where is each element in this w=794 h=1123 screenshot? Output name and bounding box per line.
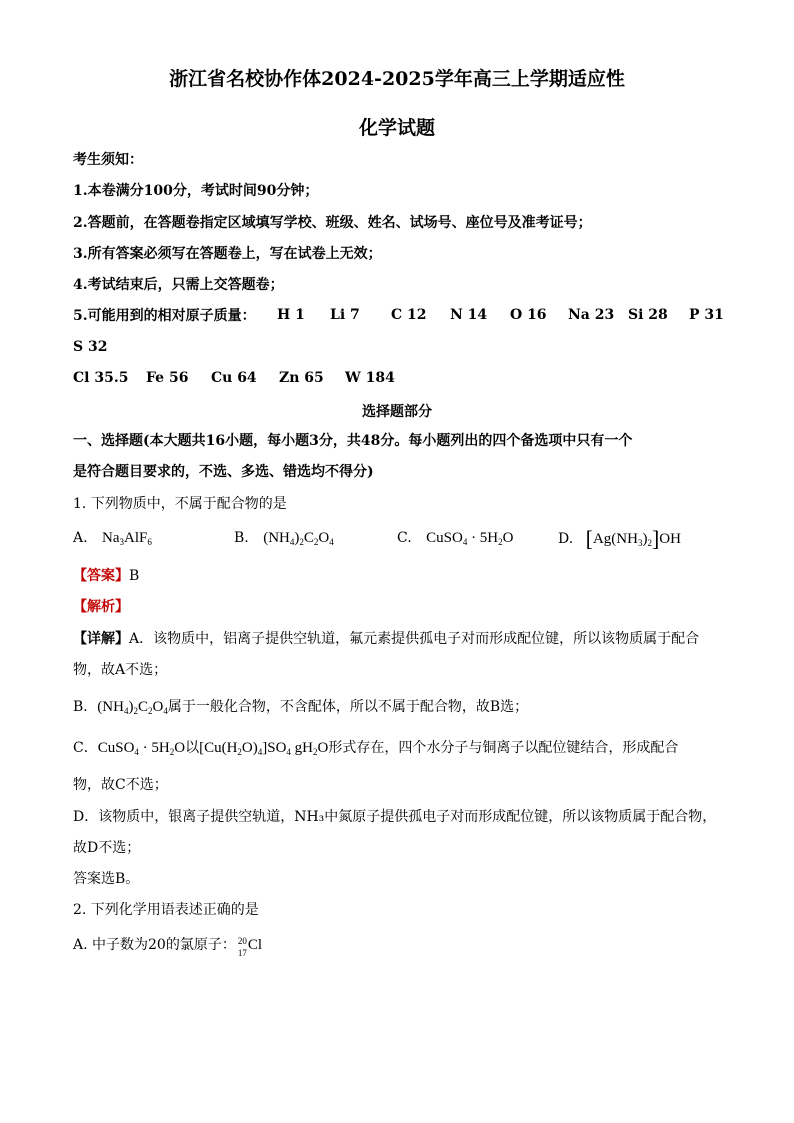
q2-option-a [73, 936, 263, 958]
detail-a-text: A．该物质中，铝离子提供空轨道，氟元素提供孤电子对而形成配位键，所以该物质属于配合 [129, 631, 700, 647]
formula-nh4-2c2o4-inline: $(NH_4)_2C_2O_4$ [97, 699, 168, 716]
q1-answer-line [73, 567, 139, 585]
part1-heading-line2: 是符合题目要求的，不选、多选、错选均不得分) [73, 464, 374, 480]
isotope-mass-number: 20 [237, 936, 247, 946]
formula-ag-nh3-2-oh: $[Ag(NH_3)_2]OH$ [585, 526, 681, 551]
detail-c-prefix: C． [73, 740, 98, 756]
option-b-label: B. [234, 530, 249, 546]
atomic-mass-h: H 1 [277, 307, 305, 323]
notice-item-3: 3.所有答案必须写在答题卷上，写在试卷上无效； [73, 246, 382, 262]
answer-value: B [129, 568, 140, 584]
atomic-mass-line [73, 307, 256, 325]
detail-a-line2: 物，故A不选； [73, 662, 168, 678]
detail-c-mid: 以 [185, 740, 200, 756]
atomic-mass-cl: Cl 35.5 [73, 370, 129, 386]
option-d-label: D. [558, 531, 574, 547]
detail-b [73, 698, 528, 720]
formula-cuso4-5h2o-inline: CuSO$_4$ · $5H_2O$ [97, 740, 186, 757]
detail-d-line1: D．该物质中，银离子提供空轨道，NH₃中氮原子提供孤电子对而形成配位键，所以该物质属于配合物， [73, 809, 717, 825]
option-c-label: C. [397, 530, 412, 546]
notice-item-1: 1.本卷满分100分，考试时间90分钟； [73, 183, 319, 199]
answer-tag: 【答案】 [73, 568, 129, 584]
isotope-symbol: Cl [247, 937, 263, 953]
atomic-mass-fe: Fe 56 [146, 370, 189, 386]
analysis-tag: 【解析】 [73, 599, 129, 615]
detail-a-line1 [73, 630, 699, 648]
atomic-mass-si: Si 28 [628, 307, 668, 323]
q1-option-d [558, 526, 681, 552]
formula-cu-h2o4-so4: $[Cu(H_2O)_4]SO_4$ $gH_2O$ [199, 740, 329, 757]
option-a-label: A. [73, 530, 88, 546]
atomic-mass-n: N 14 [450, 307, 488, 323]
detail-c-text: 形式存在，四个水分子与铜离子以配位键结合，形成配合 [328, 740, 679, 756]
formula-na3alf6: $Na_3AlF_6$ [102, 530, 152, 547]
q2-option-a-text: A. 中子数为20的氯原子： [73, 937, 236, 953]
formula-nh4-2c2o4: $(NH_4)_2C_2O_4$ [263, 530, 334, 547]
notice-heading: 考生须知： [73, 152, 143, 168]
q1-option-c [397, 530, 513, 547]
detail-c-line2: 物，故C不选； [73, 777, 168, 793]
atomic-mass-zn: Zn 65 [279, 370, 324, 386]
atomic-mass-na: Na 23 [568, 307, 615, 323]
atomic-mass-p: P 31 [689, 307, 724, 323]
q1-option-a [73, 530, 152, 547]
subject-title: 化学试题 [358, 117, 435, 139]
q1-option-b [234, 530, 334, 547]
exam-title: 浙江省名校协作体2024-2025学年高三上学期适应性 [169, 68, 625, 90]
notice-item-2: 2.答题前，在答题卷指定区域填写学校、班级、姓名、试场号、座位号及准考证号； [73, 215, 592, 231]
section-title: 选择题部分 [362, 404, 432, 420]
notice-item-4: 4.考试结束后，只需上交答题卷； [73, 277, 284, 293]
detail-b-text: 属于一般化合物，不含配体，所以不属于配合物，故B选； [167, 699, 529, 715]
detail-c-line1 [73, 739, 678, 761]
atomic-mass-s: S 32 [73, 339, 108, 355]
isotope-notation [236, 936, 248, 958]
atomic-mass-cu: Cu 64 [211, 370, 257, 386]
atomic-mass-li: Li 7 [330, 307, 360, 323]
atomic-mass-c: C 12 [391, 307, 427, 323]
detail-tag: 【详解】 [73, 631, 129, 647]
isotope-atomic-number: 17 [237, 948, 247, 958]
atomic-mass-label: 5.可能用到的相对原子质量： [73, 308, 256, 324]
atomic-mass-w: W 184 [345, 370, 395, 386]
q2-stem: 2. 下列化学用语表述正确的是 [73, 902, 259, 918]
q1-stem: 1. 下列物质中，不属于配合物的是 [73, 496, 287, 512]
q1-conclusion: 答案选B。 [73, 871, 140, 887]
atomic-mass-o: O 16 [510, 307, 547, 323]
detail-d-line2: 故D不选； [73, 840, 141, 856]
part1-heading-line1: 一、选择题(本大题共16小题，每小题3分，共48分。每小题列出的四个备选项中只有一个 [73, 433, 633, 449]
formula-cuso4-5h2o: CuSO$_4$ · $5H_2O$ [426, 530, 514, 547]
detail-b-prefix: B． [73, 699, 98, 715]
